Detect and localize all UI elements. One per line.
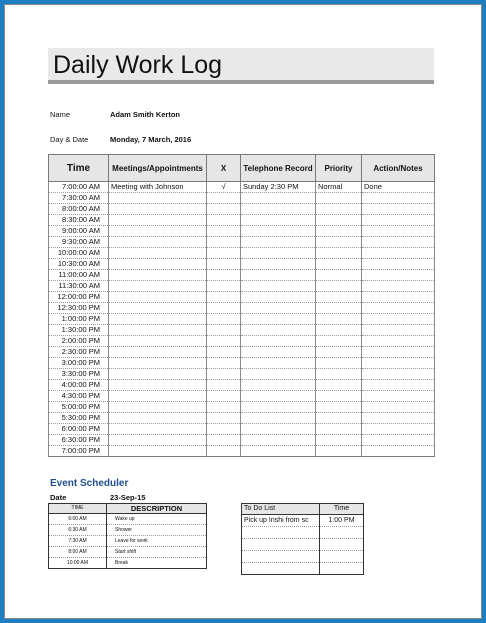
todo-cell-time[interactable]	[320, 551, 364, 563]
log-cell-meeting[interactable]	[109, 215, 207, 226]
log-cell-phone[interactable]	[241, 347, 316, 358]
log-cell-time: 12:30:00 PM	[49, 303, 109, 314]
log-cell-priority[interactable]	[316, 226, 362, 237]
page-title: Daily Work Log	[53, 51, 223, 79]
log-cell-time: 3:30:00 PM	[49, 369, 109, 380]
log-cell-notes[interactable]	[362, 204, 435, 215]
work-log-header-row	[49, 155, 435, 182]
log-cell-priority[interactable]: Normal	[316, 182, 362, 193]
log-row	[49, 435, 435, 446]
todo-cell-time[interactable]	[320, 539, 364, 551]
log-cell-phone[interactable]	[241, 237, 316, 248]
date-label: Day & Date	[50, 135, 89, 144]
header-priority: Priority	[316, 155, 362, 182]
log-row	[49, 314, 435, 325]
log-cell-x[interactable]	[207, 237, 241, 248]
log-cell-phone[interactable]	[241, 226, 316, 237]
event-cell-time[interactable]: 10:00 AM	[49, 558, 107, 569]
log-cell-phone[interactable]	[241, 314, 316, 325]
log-cell-x[interactable]	[207, 380, 241, 391]
todo-table	[241, 503, 364, 575]
log-row	[49, 413, 435, 424]
log-row	[49, 292, 435, 303]
log-cell-x[interactable]	[207, 215, 241, 226]
log-cell-meeting[interactable]	[109, 193, 207, 204]
todo-row	[242, 527, 364, 539]
log-cell-priority[interactable]	[316, 237, 362, 248]
log-cell-priority[interactable]	[316, 380, 362, 391]
todo-row	[242, 515, 364, 527]
log-cell-priority[interactable]	[316, 391, 362, 402]
event-date-value[interactable]: 23-Sep-15	[110, 493, 146, 502]
log-cell-notes[interactable]	[362, 325, 435, 336]
log-cell-phone[interactable]	[241, 391, 316, 402]
log-cell-notes[interactable]	[362, 380, 435, 391]
todo-header-row	[242, 504, 364, 515]
log-row	[49, 226, 435, 237]
log-cell-priority[interactable]	[316, 204, 362, 215]
log-cell-time: 9:00:00 AM	[49, 226, 109, 237]
log-cell-x[interactable]	[207, 270, 241, 281]
todo-row	[242, 563, 364, 575]
event-date-label: Date	[50, 493, 67, 502]
log-cell-time: 6:00:00 PM	[49, 424, 109, 435]
log-row	[49, 336, 435, 347]
log-cell-x[interactable]	[207, 325, 241, 336]
log-cell-notes[interactable]	[362, 226, 435, 237]
log-cell-phone[interactable]	[241, 259, 316, 270]
log-cell-notes[interactable]	[362, 358, 435, 369]
event-cell-description[interactable]: Wake up	[107, 514, 207, 525]
log-cell-phone[interactable]	[241, 369, 316, 380]
log-cell-phone[interactable]	[241, 292, 316, 303]
log-row	[49, 270, 435, 281]
log-cell-phone[interactable]	[241, 358, 316, 369]
date-value[interactable]: Monday, 7 March, 2016	[110, 135, 192, 144]
log-cell-x[interactable]	[207, 204, 241, 215]
event-cell-time[interactable]: 7:30 AM	[49, 536, 107, 547]
log-cell-priority[interactable]	[316, 336, 362, 347]
todo-header-task: To Do List	[242, 504, 320, 515]
log-cell-priority[interactable]	[316, 435, 362, 446]
log-cell-priority[interactable]	[316, 270, 362, 281]
log-cell-notes[interactable]	[362, 248, 435, 259]
work-log-table	[48, 154, 435, 457]
event-cell-description[interactable]: Leave for work	[107, 536, 207, 547]
log-cell-meeting[interactable]	[109, 391, 207, 402]
log-cell-time: 1:00:00 PM	[49, 314, 109, 325]
log-cell-notes[interactable]: Done	[362, 182, 435, 193]
log-row	[49, 182, 435, 193]
log-cell-meeting[interactable]	[109, 446, 207, 457]
log-cell-priority[interactable]	[316, 248, 362, 259]
log-cell-time: 11:00:00 AM	[49, 270, 109, 281]
log-cell-meeting[interactable]	[109, 369, 207, 380]
log-cell-meeting[interactable]	[109, 380, 207, 391]
log-cell-x[interactable]	[207, 347, 241, 358]
log-cell-phone[interactable]: Sunday 2:30 PM	[241, 182, 316, 193]
log-cell-notes[interactable]	[362, 237, 435, 248]
log-cell-time: 9:30:00 AM	[49, 237, 109, 248]
log-cell-x[interactable]	[207, 402, 241, 413]
todo-cell-task[interactable]	[242, 563, 320, 575]
log-cell-priority[interactable]	[316, 369, 362, 380]
log-cell-priority[interactable]	[316, 259, 362, 270]
log-cell-phone[interactable]	[241, 281, 316, 292]
log-cell-notes[interactable]	[362, 446, 435, 457]
log-row	[49, 237, 435, 248]
log-cell-time: 7:30:00 AM	[49, 193, 109, 204]
log-cell-meeting[interactable]	[109, 347, 207, 358]
log-cell-phone[interactable]	[241, 193, 316, 204]
header-x: X	[207, 155, 241, 182]
log-cell-meeting[interactable]	[109, 358, 207, 369]
log-cell-x[interactable]	[207, 435, 241, 446]
event-row	[49, 525, 207, 536]
log-cell-time: 8:00:00 AM	[49, 204, 109, 215]
header-telephone: Telephone Record	[241, 155, 316, 182]
event-row	[49, 547, 207, 558]
log-cell-meeting[interactable]	[109, 270, 207, 281]
log-cell-priority[interactable]	[316, 424, 362, 435]
log-row	[49, 193, 435, 204]
log-cell-notes[interactable]	[362, 270, 435, 281]
log-cell-notes[interactable]	[362, 215, 435, 226]
log-cell-phone[interactable]	[241, 325, 316, 336]
event-scheduler-table	[48, 503, 207, 569]
log-cell-priority[interactable]	[316, 358, 362, 369]
log-cell-x[interactable]	[207, 281, 241, 292]
event-cell-description[interactable]: Shower	[107, 525, 207, 536]
log-cell-time: 11:30:00 AM	[49, 281, 109, 292]
event-header-time: TIME	[49, 504, 107, 514]
log-cell-notes[interactable]	[362, 435, 435, 446]
log-cell-phone[interactable]	[241, 215, 316, 226]
log-row	[49, 446, 435, 457]
log-cell-notes[interactable]	[362, 347, 435, 358]
log-cell-time: 3:00:00 PM	[49, 358, 109, 369]
log-cell-time: 10:30:00 AM	[49, 259, 109, 270]
log-cell-meeting[interactable]	[109, 314, 207, 325]
todo-cell-task[interactable]	[242, 527, 320, 539]
todo-cell-task[interactable]: Pick up Inshi from sc	[242, 515, 320, 527]
todo-cell-task[interactable]	[242, 551, 320, 563]
log-cell-time: 6:30:00 PM	[49, 435, 109, 446]
log-cell-meeting[interactable]	[109, 424, 207, 435]
log-cell-priority[interactable]	[316, 292, 362, 303]
log-cell-x[interactable]	[207, 226, 241, 237]
log-cell-x[interactable]: √	[207, 182, 241, 193]
log-cell-time: 7:00:00 PM	[49, 446, 109, 457]
log-cell-notes[interactable]	[362, 259, 435, 270]
log-row	[49, 358, 435, 369]
log-cell-phone[interactable]	[241, 336, 316, 347]
log-cell-phone[interactable]	[241, 446, 316, 457]
todo-cell-time[interactable]	[320, 563, 364, 575]
log-cell-time: 12:00:00 PM	[49, 292, 109, 303]
log-cell-phone[interactable]	[241, 270, 316, 281]
log-cell-x[interactable]	[207, 413, 241, 424]
log-cell-x[interactable]	[207, 314, 241, 325]
log-cell-meeting[interactable]: Meeting with Johnson	[109, 182, 207, 193]
log-cell-priority[interactable]	[316, 402, 362, 413]
log-cell-time: 5:30:00 PM	[49, 413, 109, 424]
log-cell-priority[interactable]	[316, 325, 362, 336]
log-cell-priority[interactable]	[316, 446, 362, 457]
log-cell-phone[interactable]	[241, 380, 316, 391]
todo-cell-time[interactable]: 1:00 PM	[320, 515, 364, 527]
todo-cell-time[interactable]	[320, 527, 364, 539]
log-cell-notes[interactable]	[362, 336, 435, 347]
header-notes: Action/Notes	[362, 155, 435, 182]
log-cell-meeting[interactable]	[109, 292, 207, 303]
event-cell-time[interactable]: 8:00 AM	[49, 547, 107, 558]
log-cell-time: 10:00:00 AM	[49, 248, 109, 259]
log-cell-meeting[interactable]	[109, 281, 207, 292]
log-row	[49, 215, 435, 226]
log-cell-time: 4:00:00 PM	[49, 380, 109, 391]
header-meetings: Meetings/Appointments	[109, 155, 207, 182]
log-cell-x[interactable]	[207, 259, 241, 270]
event-header-row	[49, 504, 207, 514]
log-cell-x[interactable]	[207, 248, 241, 259]
log-cell-phone[interactable]	[241, 204, 316, 215]
log-cell-notes[interactable]	[362, 391, 435, 402]
log-cell-phone[interactable]	[241, 413, 316, 424]
log-cell-meeting[interactable]	[109, 336, 207, 347]
log-cell-phone[interactable]	[241, 402, 316, 413]
event-cell-description[interactable]: Break	[107, 558, 207, 569]
log-cell-priority[interactable]	[316, 303, 362, 314]
log-cell-notes[interactable]	[362, 369, 435, 380]
log-cell-x[interactable]	[207, 424, 241, 435]
log-row	[49, 303, 435, 314]
log-cell-meeting[interactable]	[109, 413, 207, 424]
name-value[interactable]: Adam Smith Kerton	[110, 110, 181, 119]
log-cell-x[interactable]	[207, 193, 241, 204]
log-cell-priority[interactable]	[316, 314, 362, 325]
log-cell-time: 8:30:00 AM	[49, 215, 109, 226]
log-cell-meeting[interactable]	[109, 435, 207, 446]
log-cell-x[interactable]	[207, 336, 241, 347]
log-cell-meeting[interactable]	[109, 226, 207, 237]
event-cell-time[interactable]: 6:00 AM	[49, 514, 107, 525]
log-cell-meeting[interactable]	[109, 303, 207, 314]
log-cell-notes[interactable]	[362, 402, 435, 413]
log-row	[49, 347, 435, 358]
log-cell-x[interactable]	[207, 391, 241, 402]
log-cell-notes[interactable]	[362, 303, 435, 314]
log-cell-meeting[interactable]	[109, 237, 207, 248]
log-row	[49, 325, 435, 336]
log-cell-time: 4:30:00 PM	[49, 391, 109, 402]
log-cell-x[interactable]	[207, 446, 241, 457]
log-cell-phone[interactable]	[241, 435, 316, 446]
log-cell-notes[interactable]	[362, 424, 435, 435]
log-cell-phone[interactable]	[241, 248, 316, 259]
todo-header-time: Time	[320, 504, 364, 515]
log-cell-meeting[interactable]	[109, 248, 207, 259]
log-cell-notes[interactable]	[362, 314, 435, 325]
event-row	[49, 514, 207, 525]
event-cell-time[interactable]: 6:30 AM	[49, 525, 107, 536]
log-cell-notes[interactable]	[362, 413, 435, 424]
log-row	[49, 281, 435, 292]
log-cell-notes[interactable]	[362, 292, 435, 303]
log-cell-priority[interactable]	[316, 413, 362, 424]
event-cell-description[interactable]: Start shift	[107, 547, 207, 558]
header-time: Time	[49, 155, 109, 182]
log-cell-priority[interactable]	[316, 347, 362, 358]
log-cell-notes[interactable]	[362, 193, 435, 204]
log-cell-meeting[interactable]	[109, 259, 207, 270]
event-header-description: DESCRIPTION	[107, 504, 207, 514]
log-cell-time: 2:00:00 PM	[49, 336, 109, 347]
log-cell-time: 5:00:00 PM	[49, 402, 109, 413]
log-cell-x[interactable]	[207, 369, 241, 380]
log-cell-notes[interactable]	[362, 281, 435, 292]
event-scheduler-title: Event Scheduler	[50, 478, 129, 489]
todo-cell-task[interactable]	[242, 539, 320, 551]
log-row	[49, 259, 435, 270]
log-cell-meeting[interactable]	[109, 402, 207, 413]
log-cell-x[interactable]	[207, 358, 241, 369]
todo-row	[242, 551, 364, 563]
log-row	[49, 369, 435, 380]
log-row	[49, 380, 435, 391]
log-cell-time: 2:30:00 PM	[49, 347, 109, 358]
log-cell-meeting[interactable]	[109, 325, 207, 336]
log-cell-time: 1:30:00 PM	[49, 325, 109, 336]
log-cell-x[interactable]	[207, 303, 241, 314]
log-cell-x[interactable]	[207, 292, 241, 303]
event-row	[49, 558, 207, 569]
log-cell-phone[interactable]	[241, 424, 316, 435]
event-row	[49, 536, 207, 547]
log-cell-priority[interactable]	[316, 281, 362, 292]
log-cell-priority[interactable]	[316, 215, 362, 226]
todo-row	[242, 539, 364, 551]
log-cell-phone[interactable]	[241, 303, 316, 314]
log-cell-time: 7:00:00 AM	[49, 182, 109, 193]
log-cell-priority[interactable]	[316, 193, 362, 204]
log-row	[49, 424, 435, 435]
log-row	[49, 402, 435, 413]
log-row	[49, 204, 435, 215]
log-cell-meeting[interactable]	[109, 204, 207, 215]
log-row	[49, 248, 435, 259]
name-label: Name	[50, 110, 71, 119]
log-row	[49, 391, 435, 402]
